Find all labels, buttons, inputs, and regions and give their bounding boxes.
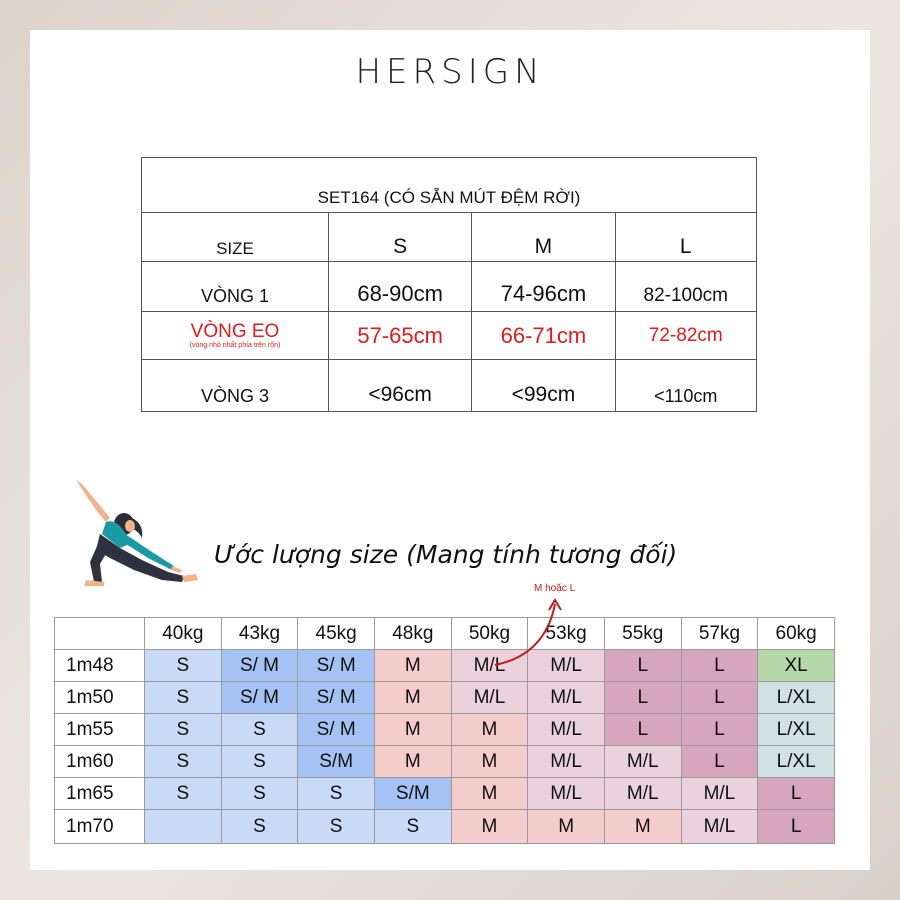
size-cell: M/L [604, 778, 681, 810]
size-estimate-title: Ước lượng size (Mang tính tương đối) [214, 540, 678, 569]
weight-header: 60kg [758, 618, 835, 650]
size-cell: M/L [681, 778, 758, 810]
measurement-table-title: SET164 (CÓ SẴN MÚT ĐỆM RỜI) [142, 158, 757, 213]
size-cell: S [145, 650, 222, 682]
size-estimate-table [54, 617, 835, 844]
size-cell: S/ M [221, 682, 298, 714]
waist-label: VÒNG EO [190, 320, 280, 342]
size-s-header: S [329, 213, 472, 262]
size-cell: M/L [451, 682, 528, 714]
waist-note: (vòng nhỏ nhất phía trên rốn) [189, 341, 281, 349]
size-cell: M [374, 682, 451, 714]
waist-s: 57-65cm [329, 312, 472, 360]
annotation-note: M hoặc L [534, 583, 576, 594]
hip-s: <96cm [329, 360, 472, 412]
size-cell: M [374, 746, 451, 778]
size-cell: L [758, 810, 835, 844]
size-cell: S [298, 778, 375, 810]
size-cell: L/XL [758, 682, 835, 714]
waist-m: 66-71cm [472, 312, 615, 360]
size-cell: L [758, 778, 835, 810]
size-cell: L [681, 682, 758, 714]
table-row [55, 746, 835, 778]
hip-l: <110cm [615, 360, 756, 412]
waist-label-cell [142, 312, 329, 360]
size-header: SIZE [142, 213, 329, 262]
weight-header: 57kg [681, 618, 758, 650]
size-cell: M [528, 810, 605, 844]
size-cell: L [604, 682, 681, 714]
size-cell: M [374, 650, 451, 682]
size-cell: M [451, 810, 528, 844]
size-cell: S [145, 746, 222, 778]
size-cell: S [145, 778, 222, 810]
weight-header: 43kg [221, 618, 298, 650]
corner-cell [55, 618, 145, 650]
bust-label: VÒNG 1 [142, 262, 329, 312]
size-cell: S [221, 810, 298, 844]
size-cell: M [451, 714, 528, 746]
table-row [55, 810, 835, 844]
height-header: 1m60 [55, 746, 145, 778]
size-cell: M/L [528, 714, 605, 746]
size-cell: M/L [604, 746, 681, 778]
size-cell: S/ M [298, 682, 375, 714]
weight-header: 53kg [528, 618, 605, 650]
height-header: 1m65 [55, 778, 145, 810]
size-cell: S [145, 682, 222, 714]
size-cell: XL [758, 650, 835, 682]
waist-l: 72-82cm [615, 312, 756, 360]
size-cell: S [221, 778, 298, 810]
size-cell: L [604, 650, 681, 682]
height-header: 1m55 [55, 714, 145, 746]
size-cell: M/L [528, 778, 605, 810]
yoga-woman-illustration [72, 478, 200, 590]
size-cell: L [681, 650, 758, 682]
size-cell: M [604, 810, 681, 844]
height-header: 1m70 [55, 810, 145, 844]
size-cell: S [374, 810, 451, 844]
size-cell: S [221, 714, 298, 746]
size-cell: L/XL [758, 746, 835, 778]
brand-logo: HERSIGN [355, 52, 545, 92]
bust-m: 74-96cm [472, 262, 615, 312]
size-cell: L [681, 746, 758, 778]
size-cell: S/ M [298, 714, 375, 746]
weight-header: 45kg [298, 618, 375, 650]
weight-header: 48kg [374, 618, 451, 650]
hip-label: VÒNG 3 [142, 360, 329, 412]
hip-m: <99cm [472, 360, 615, 412]
height-header: 1m50 [55, 682, 145, 714]
size-cell: S [221, 746, 298, 778]
size-cell: M/L [681, 810, 758, 844]
size-cell: S/ M [221, 650, 298, 682]
size-cell: S [145, 714, 222, 746]
size-cell: M/L [528, 650, 605, 682]
size-cell: S/M [298, 746, 375, 778]
size-cell: M [451, 746, 528, 778]
weight-header: 40kg [145, 618, 222, 650]
size-cell: M/L [451, 650, 528, 682]
size-cell: M [374, 714, 451, 746]
size-cell: S/ M [298, 650, 375, 682]
height-header: 1m48 [55, 650, 145, 682]
size-cell: S/M [374, 778, 451, 810]
weight-header: 55kg [604, 618, 681, 650]
table-row [55, 682, 835, 714]
measurement-table [141, 157, 757, 412]
table-row [55, 714, 835, 746]
size-cell: S [298, 810, 375, 844]
size-cell: M/L [528, 746, 605, 778]
size-cell: M/L [528, 682, 605, 714]
size-cell: M [451, 778, 528, 810]
size-cell: L/XL [758, 714, 835, 746]
table-row [55, 778, 835, 810]
bust-s: 68-90cm [329, 262, 472, 312]
table-row [55, 650, 835, 682]
size-cell: L [681, 714, 758, 746]
size-cell: L [604, 714, 681, 746]
weight-header: 50kg [451, 618, 528, 650]
size-l-header: L [615, 213, 756, 262]
size-m-header: M [472, 213, 615, 262]
bust-l: 82-100cm [615, 262, 756, 312]
size-cell [145, 810, 222, 844]
